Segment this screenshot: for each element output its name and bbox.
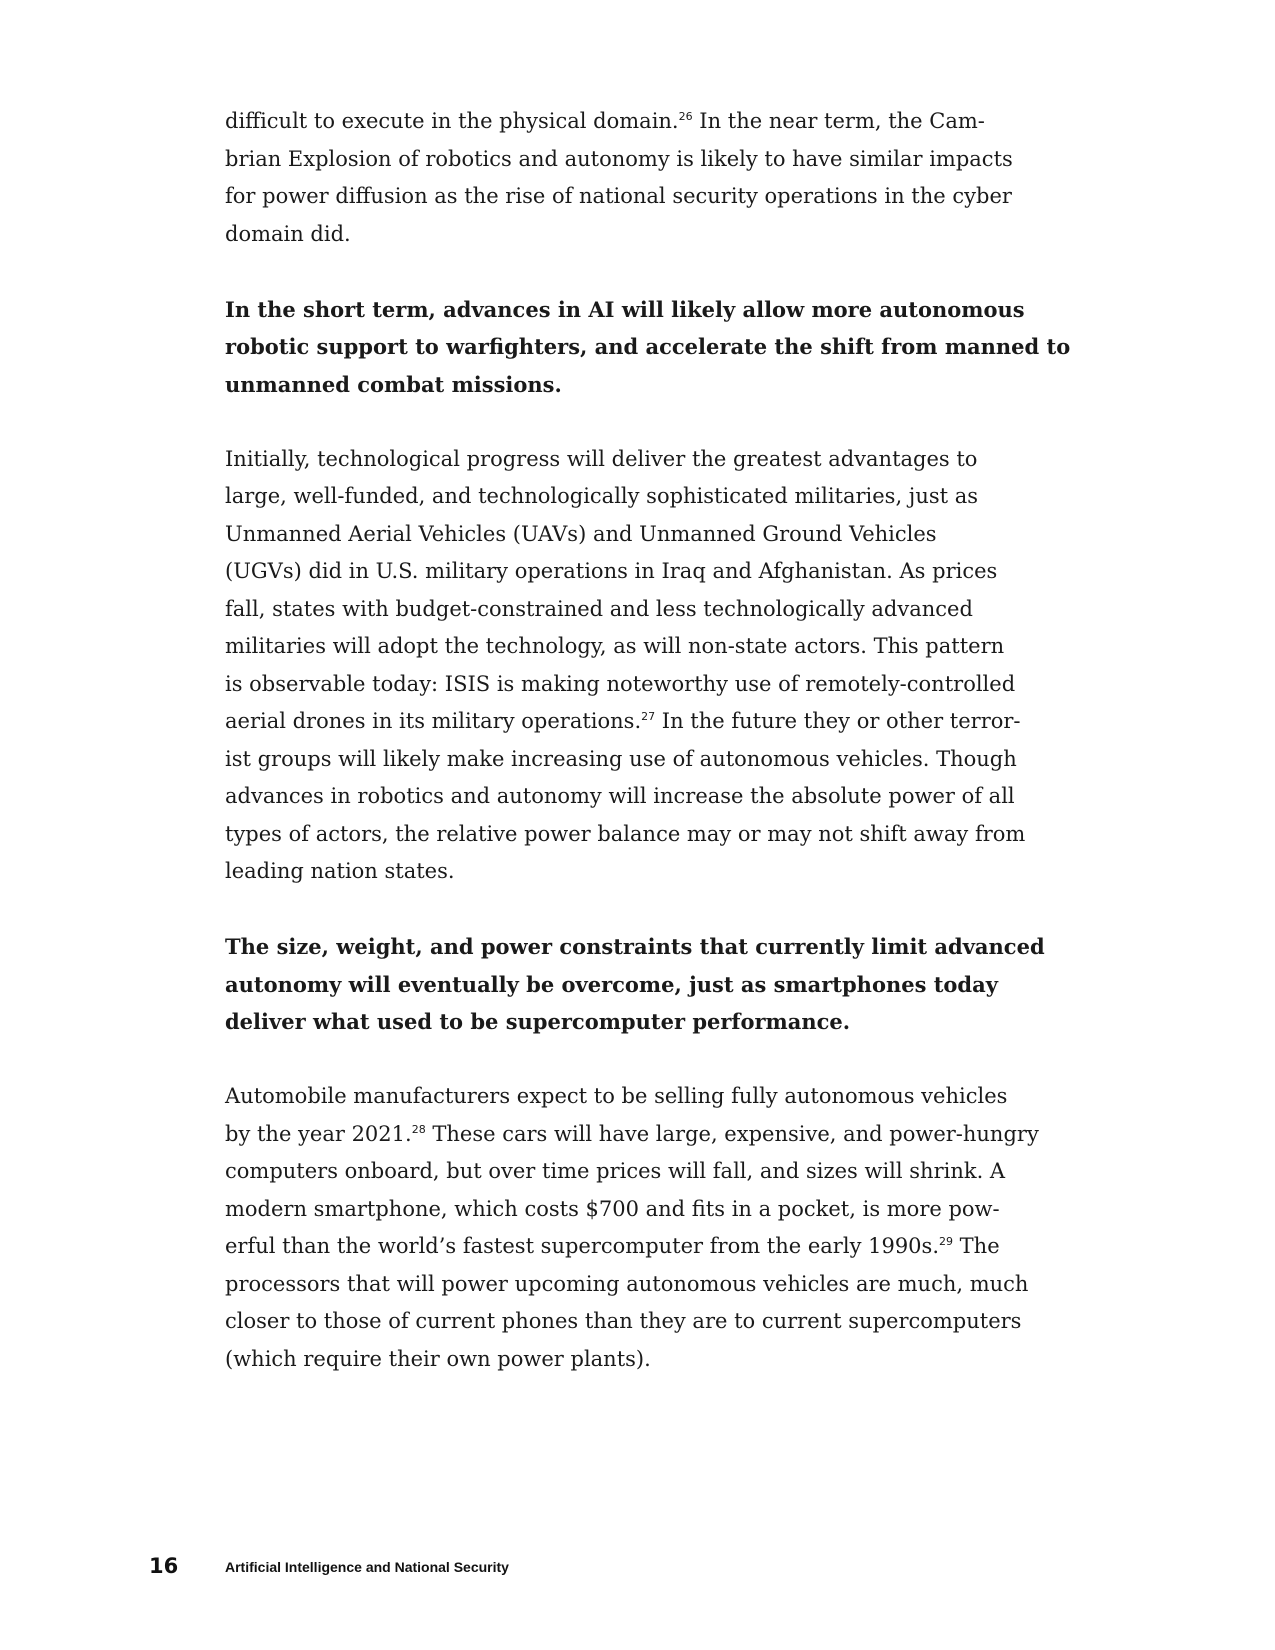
text-segment: autonomy will eventually be overcome, just as smartphones today — [225, 971, 998, 997]
footnote-marker: 26 — [678, 110, 693, 123]
text-segment: closer to those of current phones than they are to current supercomputers — [225, 1309, 1022, 1333]
page-footer — [0, 1553, 1275, 1583]
text-segment: Automobile manufacturers expect to be selling fully autonomous vehicles — [225, 1084, 1008, 1108]
text-segment: The size, weight, and power constraints that currently limit advanced — [225, 934, 1045, 959]
page-number: 16 — [149, 1554, 179, 1578]
text-line — [225, 216, 985, 254]
footnote-marker: 28 — [411, 1122, 426, 1136]
paragraph — [225, 1078, 1039, 1378]
text-segment: erful than the world’s fastest supercomputer from the early 1990s. — [225, 1234, 939, 1258]
text-segment: (UGVs) did in U.S. military operations in Iraq and Afghanistan. As prices — [225, 559, 998, 583]
text-line — [225, 1228, 1000, 1266]
text-segment: difficult to execute in the physical domain. — [225, 109, 679, 133]
text-segment: types of actors, the relative power balance may or may not shift away from — [225, 821, 1026, 846]
text-line — [225, 1303, 1022, 1341]
text-segment: Initially, technological progress will deliver the greatest advantages to — [225, 446, 978, 471]
text-segment: militaries will adopt the technology, as will non-state actors. This pattern — [225, 634, 1005, 658]
text-line — [225, 1078, 1008, 1116]
text-line — [225, 103, 985, 141]
text-line — [225, 703, 1021, 741]
text-line — [225, 1116, 1039, 1154]
text-line — [225, 966, 998, 1004]
text-segment: for power diffusion as the rise of national security operations in the cyber — [225, 184, 1012, 208]
text-line — [225, 1341, 985, 1379]
text-line — [225, 928, 1045, 966]
text-line — [225, 366, 985, 404]
text-segment: aerial drones in its military operations. — [225, 709, 642, 733]
text-line — [225, 141, 1013, 179]
text-line — [225, 591, 985, 629]
text-segment: modern smartphone, which costs $700 and fits in a pocket, is more pow- — [225, 1196, 1000, 1221]
paragraph — [225, 441, 1026, 891]
text-segment: processors that will power upcoming autonomous vehicles are much, much — [225, 1271, 1029, 1296]
text-segment: robotic support to warfighters, and accelerate the shift from manned to — [225, 334, 1071, 359]
text-line — [225, 741, 1017, 779]
text-segment: leading nation states. — [225, 859, 455, 883]
text-line — [225, 441, 985, 479]
text-line — [225, 178, 1012, 216]
text-line — [225, 553, 998, 591]
text-segment: deliver what used to be supercomputer performance. — [225, 1009, 851, 1034]
body-text — [225, 103, 1071, 1416]
text-line — [225, 853, 985, 891]
text-line — [225, 1003, 985, 1041]
text-line — [225, 778, 1015, 816]
text-line — [225, 666, 1016, 704]
text-segment: (which require their own power plants). — [225, 1346, 651, 1371]
running-title: Artificial Intelligence and National Security — [225, 1559, 509, 1575]
text-segment: computers onboard, but over time prices will fall, and sizes will shrink. A — [225, 1159, 1006, 1183]
text-line — [225, 478, 985, 516]
text-line — [225, 1191, 1000, 1229]
text-line — [225, 816, 1026, 854]
bold-paragraph — [225, 928, 1045, 1041]
text-line — [225, 328, 1071, 366]
paragraph — [225, 103, 1013, 253]
text-segment: by the year 2021. — [225, 1121, 412, 1146]
text-segment: domain did. — [225, 221, 351, 246]
text-line — [225, 628, 1005, 666]
text-segment: ist groups will likely make increasing use of autonomous vehicles. Though — [225, 746, 1017, 771]
text-segment: In the near term, the Cam- — [692, 109, 985, 133]
footnote-marker: 29 — [939, 1235, 953, 1248]
bold-paragraph — [225, 291, 1071, 404]
text-segment: is observable today: ISIS is making noteworthy use of remotely-controlled — [225, 671, 1016, 696]
text-line — [225, 1266, 1029, 1304]
footnote-marker: 27 — [641, 710, 656, 723]
text-segment: In the short term, advances in AI will likely allow more autonomous — [225, 296, 1025, 322]
text-segment: unmanned combat missions. — [225, 371, 562, 397]
text-segment: large, well-funded, and technologically sophisticated militaries, just as — [225, 484, 979, 508]
text-segment: brian Explosion of robotics and autonomy is likely to have similar impacts — [225, 146, 1013, 171]
text-line — [225, 291, 1025, 329]
text-segment: Unmanned Aerial Vehicles (UAVs) and Unmanned Ground Vehicles — [225, 521, 937, 546]
text-segment: The — [953, 1234, 1000, 1258]
text-line — [225, 1153, 1006, 1191]
text-segment: These cars will have large, expensive, and power-hungry — [425, 1121, 1039, 1146]
text-segment: In the future they or other terror- — [655, 709, 1021, 733]
text-segment: advances in robotics and autonomy will increase the absolute power of all — [225, 784, 1015, 808]
text-segment: fall, states with budget-constrained and less technologically advanced — [225, 596, 973, 621]
text-line — [225, 516, 985, 554]
